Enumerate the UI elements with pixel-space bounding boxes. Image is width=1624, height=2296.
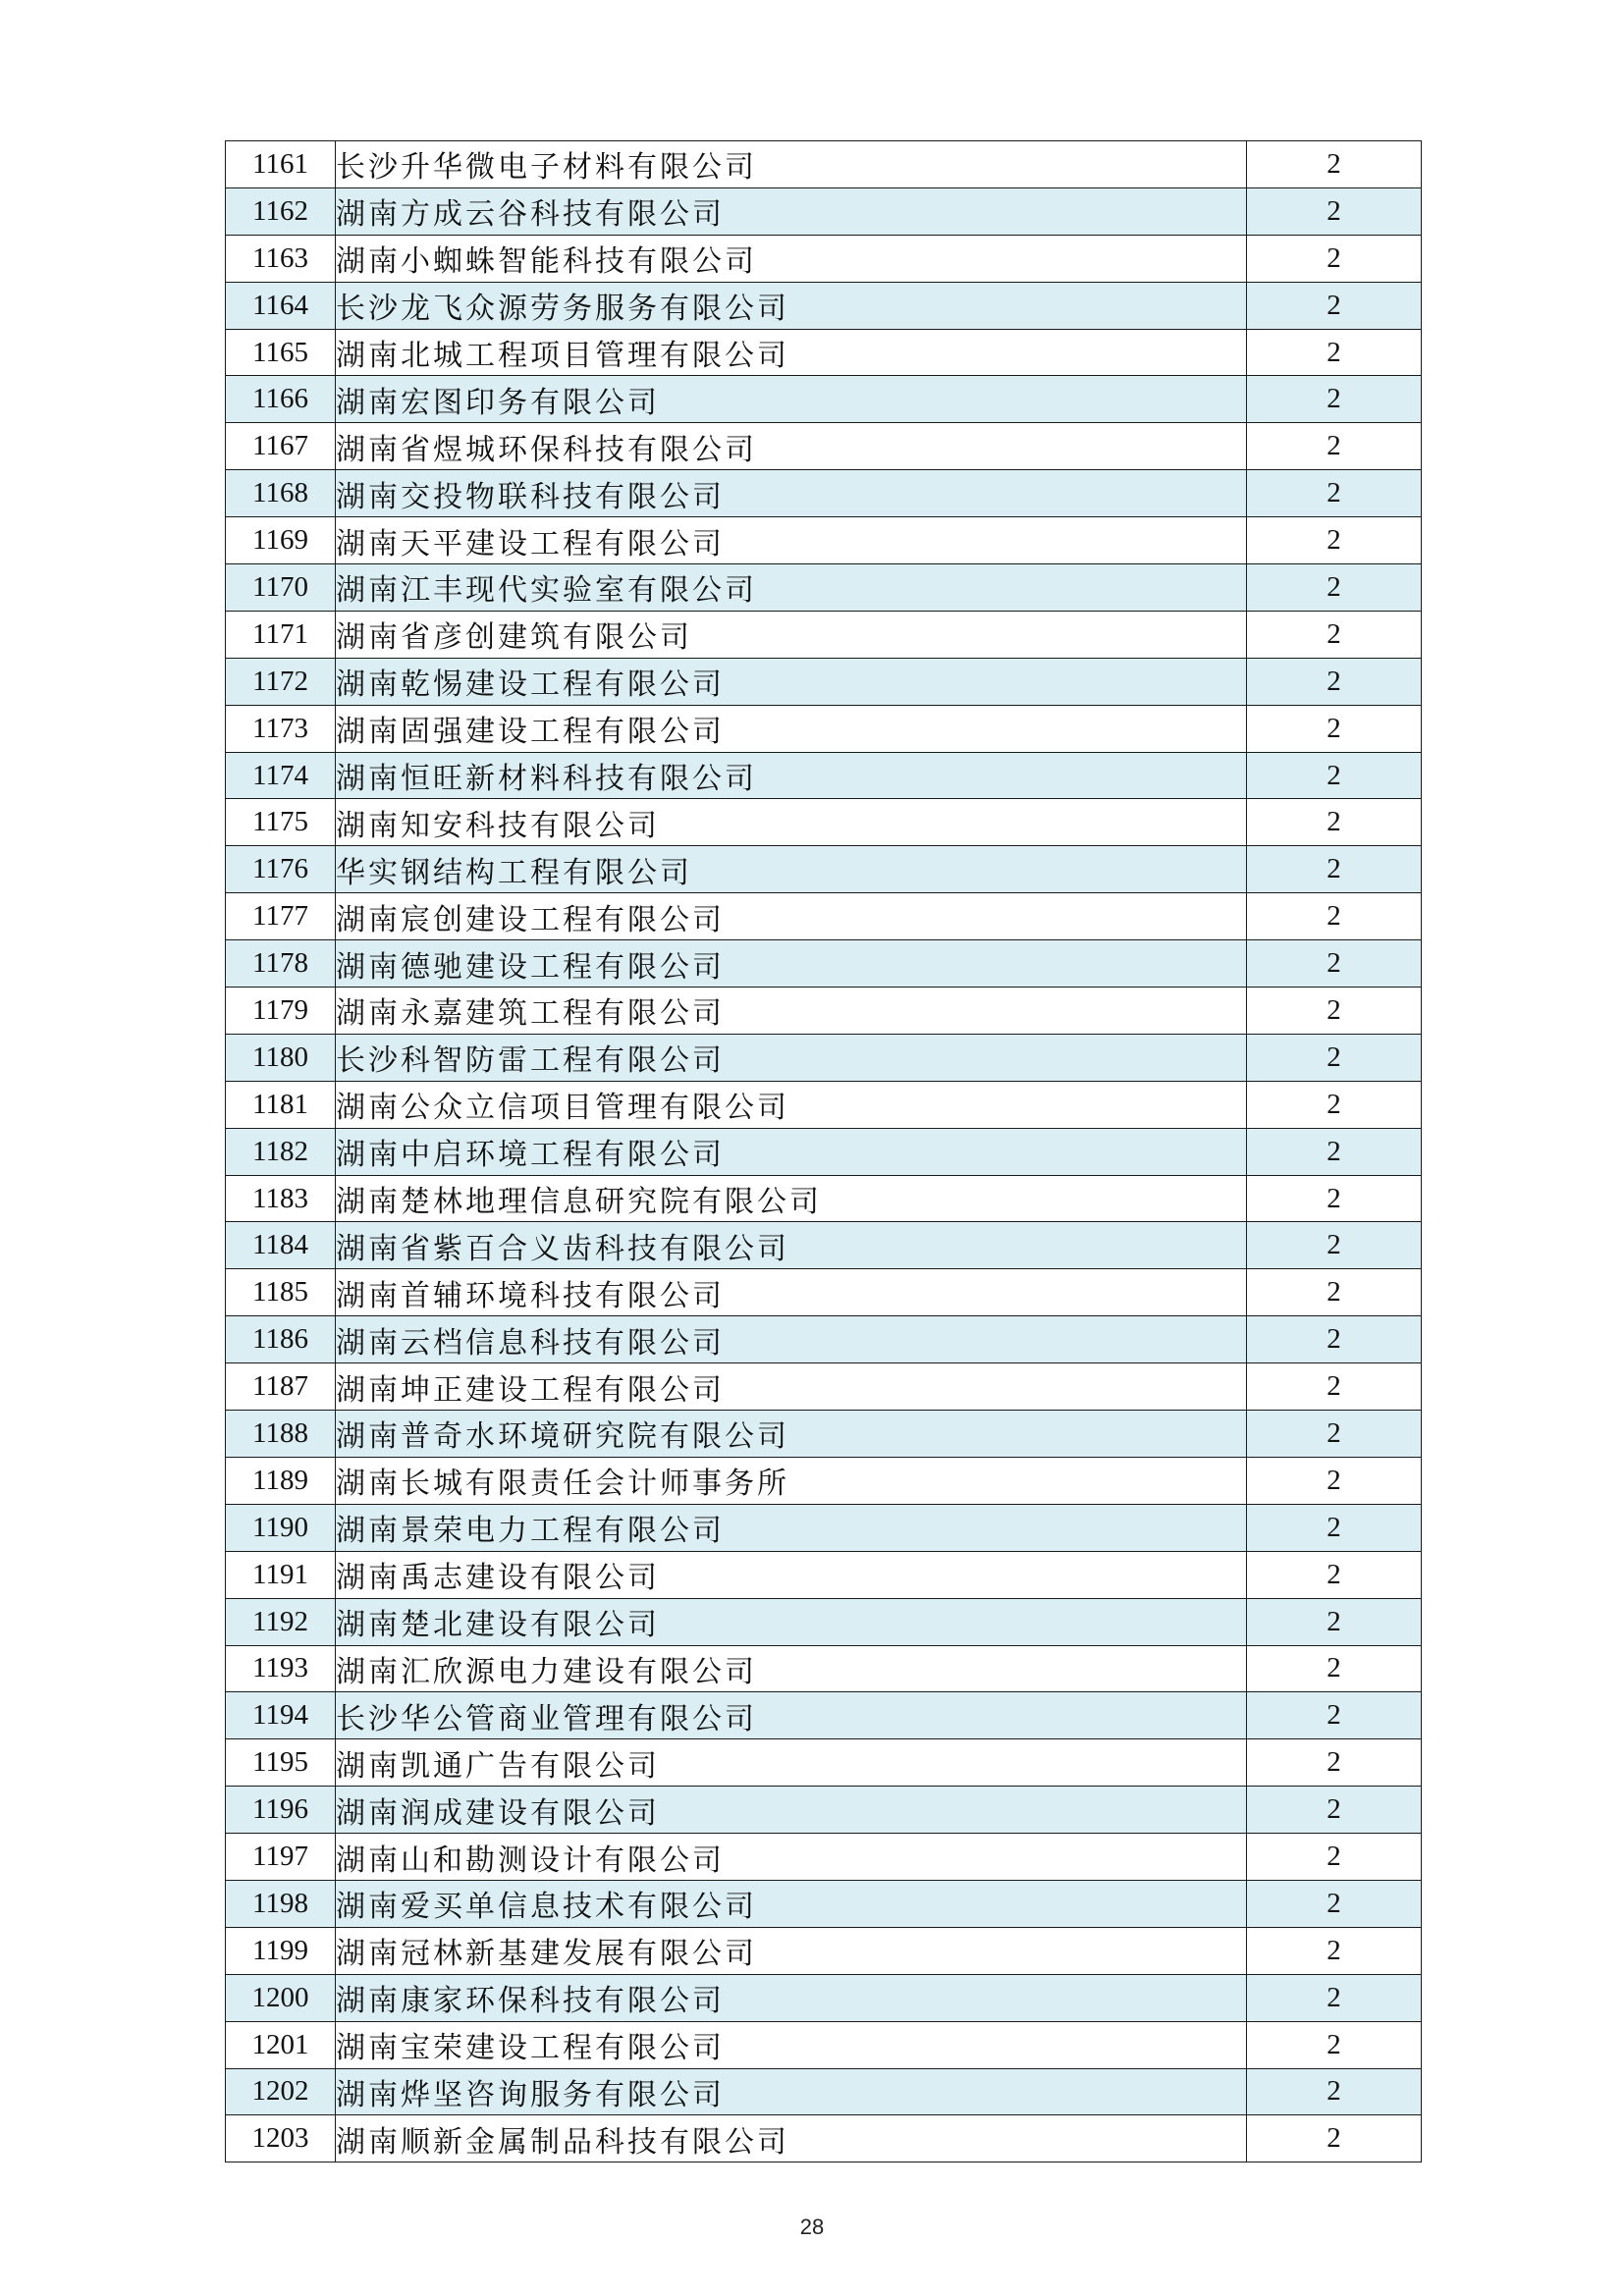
company-name-cell: 湖南交投物联科技有限公司 — [336, 470, 1247, 517]
count-cell: 2 — [1247, 1504, 1422, 1551]
table-row — [226, 187, 1422, 235]
company-name-cell: 湖南永嘉建筑工程有限公司 — [336, 988, 1247, 1035]
count-cell: 2 — [1247, 893, 1422, 940]
count-cell: 2 — [1247, 141, 1422, 188]
row-number-cell: 1191 — [226, 1551, 336, 1598]
company-name-cell: 湖南省紫百合义齿科技有限公司 — [336, 1222, 1247, 1269]
count-cell: 2 — [1247, 1269, 1422, 1316]
count-cell: 2 — [1247, 2115, 1422, 2163]
row-number-cell: 1176 — [226, 846, 336, 893]
table-row — [226, 1081, 1422, 1128]
count-cell: 2 — [1247, 1645, 1422, 1692]
company-name-cell: 湖南禹志建设有限公司 — [336, 1551, 1247, 1598]
table-row — [226, 1034, 1422, 1081]
company-name-cell: 湖南小蜘蛛智能科技有限公司 — [336, 235, 1247, 282]
table-row — [226, 705, 1422, 752]
count-cell: 2 — [1247, 1787, 1422, 1834]
row-number-cell: 1201 — [226, 2021, 336, 2068]
row-number-cell: 1174 — [226, 752, 336, 799]
table-row — [226, 988, 1422, 1035]
count-cell: 2 — [1247, 1598, 1422, 1645]
table-row — [226, 1880, 1422, 1927]
count-cell: 2 — [1247, 940, 1422, 988]
count-cell: 2 — [1247, 799, 1422, 846]
company-name-cell: 湖南知安科技有限公司 — [336, 799, 1247, 846]
company-name-cell: 湖南楚林地理信息研究院有限公司 — [336, 1175, 1247, 1222]
table-row — [226, 1739, 1422, 1787]
row-number-cell: 1200 — [226, 1974, 336, 2021]
company-name-cell: 湖南乾惕建设工程有限公司 — [336, 658, 1247, 705]
table-row — [226, 1504, 1422, 1551]
count-cell: 2 — [1247, 235, 1422, 282]
table-row — [226, 940, 1422, 988]
row-number-cell: 1197 — [226, 1834, 336, 1881]
table-row — [226, 893, 1422, 940]
table-row — [226, 1692, 1422, 1739]
row-number-cell: 1166 — [226, 376, 336, 423]
count-cell: 2 — [1247, 376, 1422, 423]
count-cell: 2 — [1247, 1739, 1422, 1787]
company-name-cell: 湖南天平建设工程有限公司 — [336, 517, 1247, 564]
row-number-cell: 1177 — [226, 893, 336, 940]
count-cell: 2 — [1247, 1880, 1422, 1927]
table-row — [226, 1269, 1422, 1316]
row-number-cell: 1181 — [226, 1081, 336, 1128]
table-row — [226, 1927, 1422, 1974]
table-row — [226, 1645, 1422, 1692]
table-row — [226, 1128, 1422, 1175]
count-cell: 2 — [1247, 1363, 1422, 1411]
table-row — [226, 2021, 1422, 2068]
company-list-table — [225, 140, 1422, 2163]
table-row — [226, 658, 1422, 705]
company-name-cell: 华实钢结构工程有限公司 — [336, 846, 1247, 893]
row-number-cell: 1165 — [226, 329, 336, 376]
company-name-cell: 湖南凯通广告有限公司 — [336, 1739, 1247, 1787]
company-name-cell: 湖南宝荣建设工程有限公司 — [336, 2021, 1247, 2068]
count-cell: 2 — [1247, 846, 1422, 893]
company-name-cell: 湖南润成建设有限公司 — [336, 1787, 1247, 1834]
company-name-cell: 湖南坤正建设工程有限公司 — [336, 1363, 1247, 1411]
table-row — [226, 2115, 1422, 2163]
table-row — [226, 141, 1422, 188]
company-name-cell: 湖南公众立信项目管理有限公司 — [336, 1081, 1247, 1128]
count-cell: 2 — [1247, 1927, 1422, 1974]
count-cell: 2 — [1247, 705, 1422, 752]
row-number-cell: 1184 — [226, 1222, 336, 1269]
company-name-cell: 长沙龙飞众源劳务服务有限公司 — [336, 282, 1247, 329]
count-cell: 2 — [1247, 1175, 1422, 1222]
company-name-cell: 湖南楚北建设有限公司 — [336, 1598, 1247, 1645]
row-number-cell: 1169 — [226, 517, 336, 564]
count-cell: 2 — [1247, 282, 1422, 329]
row-number-cell: 1189 — [226, 1457, 336, 1504]
company-name-cell: 长沙升华微电子材料有限公司 — [336, 141, 1247, 188]
table-row — [226, 423, 1422, 470]
company-name-cell: 湖南冠林新基建发展有限公司 — [336, 1927, 1247, 1974]
row-number-cell: 1190 — [226, 1504, 336, 1551]
row-number-cell: 1187 — [226, 1363, 336, 1411]
table-row — [226, 235, 1422, 282]
row-number-cell: 1175 — [226, 799, 336, 846]
company-name-cell: 湖南景荣电力工程有限公司 — [336, 1504, 1247, 1551]
company-name-cell: 湖南山和勘测设计有限公司 — [336, 1834, 1247, 1881]
row-number-cell: 1180 — [226, 1034, 336, 1081]
table-row — [226, 329, 1422, 376]
row-number-cell: 1192 — [226, 1598, 336, 1645]
company-name-cell: 湖南宏图印务有限公司 — [336, 376, 1247, 423]
table-row — [226, 611, 1422, 658]
count-cell: 2 — [1247, 517, 1422, 564]
table-row — [226, 752, 1422, 799]
table-row — [226, 1787, 1422, 1834]
table-row — [226, 376, 1422, 423]
table-row — [226, 1598, 1422, 1645]
row-number-cell: 1198 — [226, 1880, 336, 1927]
row-number-cell: 1162 — [226, 187, 336, 235]
count-cell: 2 — [1247, 1974, 1422, 2021]
company-name-cell: 湖南德驰建设工程有限公司 — [336, 940, 1247, 988]
table-row — [226, 517, 1422, 564]
company-name-cell: 湖南烨坚咨询服务有限公司 — [336, 2068, 1247, 2115]
company-name-cell: 湖南省彦创建筑有限公司 — [336, 611, 1247, 658]
table-row — [226, 846, 1422, 893]
count-cell: 2 — [1247, 187, 1422, 235]
count-cell: 2 — [1247, 611, 1422, 658]
company-name-cell: 湖南恒旺新材料科技有限公司 — [336, 752, 1247, 799]
row-number-cell: 1185 — [226, 1269, 336, 1316]
row-number-cell: 1186 — [226, 1316, 336, 1363]
row-number-cell: 1182 — [226, 1128, 336, 1175]
company-name-cell: 湖南中启环境工程有限公司 — [336, 1128, 1247, 1175]
count-cell: 2 — [1247, 2068, 1422, 2115]
row-number-cell: 1161 — [226, 141, 336, 188]
company-name-cell: 湖南顺新金属制品科技有限公司 — [336, 2115, 1247, 2163]
row-number-cell: 1167 — [226, 423, 336, 470]
row-number-cell: 1178 — [226, 940, 336, 988]
row-number-cell: 1188 — [226, 1411, 336, 1458]
table-row — [226, 1316, 1422, 1363]
row-number-cell: 1199 — [226, 1927, 336, 1974]
row-number-cell: 1179 — [226, 988, 336, 1035]
row-number-cell: 1194 — [226, 1692, 336, 1739]
row-number-cell: 1195 — [226, 1739, 336, 1787]
company-name-cell: 湖南长城有限责任会计师事务所 — [336, 1457, 1247, 1504]
row-number-cell: 1170 — [226, 564, 336, 612]
table-row — [226, 1974, 1422, 2021]
table-row — [226, 282, 1422, 329]
count-cell: 2 — [1247, 423, 1422, 470]
company-name-cell: 长沙华公管商业管理有限公司 — [336, 1692, 1247, 1739]
count-cell: 2 — [1247, 1551, 1422, 1598]
count-cell: 2 — [1247, 1222, 1422, 1269]
count-cell: 2 — [1247, 329, 1422, 376]
count-cell: 2 — [1247, 1834, 1422, 1881]
count-cell: 2 — [1247, 988, 1422, 1035]
count-cell: 2 — [1247, 658, 1422, 705]
count-cell: 2 — [1247, 1316, 1422, 1363]
count-cell: 2 — [1247, 564, 1422, 612]
table-row — [226, 1363, 1422, 1411]
row-number-cell: 1164 — [226, 282, 336, 329]
table-row — [226, 470, 1422, 517]
row-number-cell: 1168 — [226, 470, 336, 517]
company-name-cell: 湖南爱买单信息技术有限公司 — [336, 1880, 1247, 1927]
count-cell: 2 — [1247, 1034, 1422, 1081]
count-cell: 2 — [1247, 2021, 1422, 2068]
count-cell: 2 — [1247, 1128, 1422, 1175]
company-name-cell: 湖南云档信息科技有限公司 — [336, 1316, 1247, 1363]
company-name-cell: 湖南方成云谷科技有限公司 — [336, 187, 1247, 235]
row-number-cell: 1202 — [226, 2068, 336, 2115]
page-number: 28 — [799, 2215, 825, 2239]
count-cell: 2 — [1247, 1692, 1422, 1739]
row-number-cell: 1173 — [226, 705, 336, 752]
count-cell: 2 — [1247, 470, 1422, 517]
table-row — [226, 564, 1422, 612]
table-row — [226, 1457, 1422, 1504]
company-name-cell: 湖南省煜城环保科技有限公司 — [336, 423, 1247, 470]
company-name-cell: 湖南普奇水环境研究院有限公司 — [336, 1411, 1247, 1458]
row-number-cell: 1203 — [226, 2115, 336, 2163]
count-cell: 2 — [1247, 1411, 1422, 1458]
table-row — [226, 2068, 1422, 2115]
company-name-cell: 长沙科智防雷工程有限公司 — [336, 1034, 1247, 1081]
company-name-cell: 湖南固强建设工程有限公司 — [336, 705, 1247, 752]
table-row — [226, 1834, 1422, 1881]
table-row — [226, 1222, 1422, 1269]
count-cell: 2 — [1247, 1457, 1422, 1504]
table-row — [226, 1551, 1422, 1598]
table-body — [226, 141, 1422, 2163]
company-name-cell: 湖南首辅环境科技有限公司 — [336, 1269, 1247, 1316]
row-number-cell: 1196 — [226, 1787, 336, 1834]
table-row — [226, 1175, 1422, 1222]
row-number-cell: 1183 — [226, 1175, 336, 1222]
row-number-cell: 1172 — [226, 658, 336, 705]
company-name-cell: 湖南北城工程项目管理有限公司 — [336, 329, 1247, 376]
table-row — [226, 1411, 1422, 1458]
row-number-cell: 1193 — [226, 1645, 336, 1692]
count-cell: 2 — [1247, 1081, 1422, 1128]
table-row — [226, 799, 1422, 846]
company-name-cell: 湖南宸创建设工程有限公司 — [336, 893, 1247, 940]
row-number-cell: 1163 — [226, 235, 336, 282]
company-name-cell: 湖南汇欣源电力建设有限公司 — [336, 1645, 1247, 1692]
company-name-cell: 湖南康家环保科技有限公司 — [336, 1974, 1247, 2021]
company-name-cell: 湖南江丰现代实验室有限公司 — [336, 564, 1247, 612]
count-cell: 2 — [1247, 752, 1422, 799]
row-number-cell: 1171 — [226, 611, 336, 658]
